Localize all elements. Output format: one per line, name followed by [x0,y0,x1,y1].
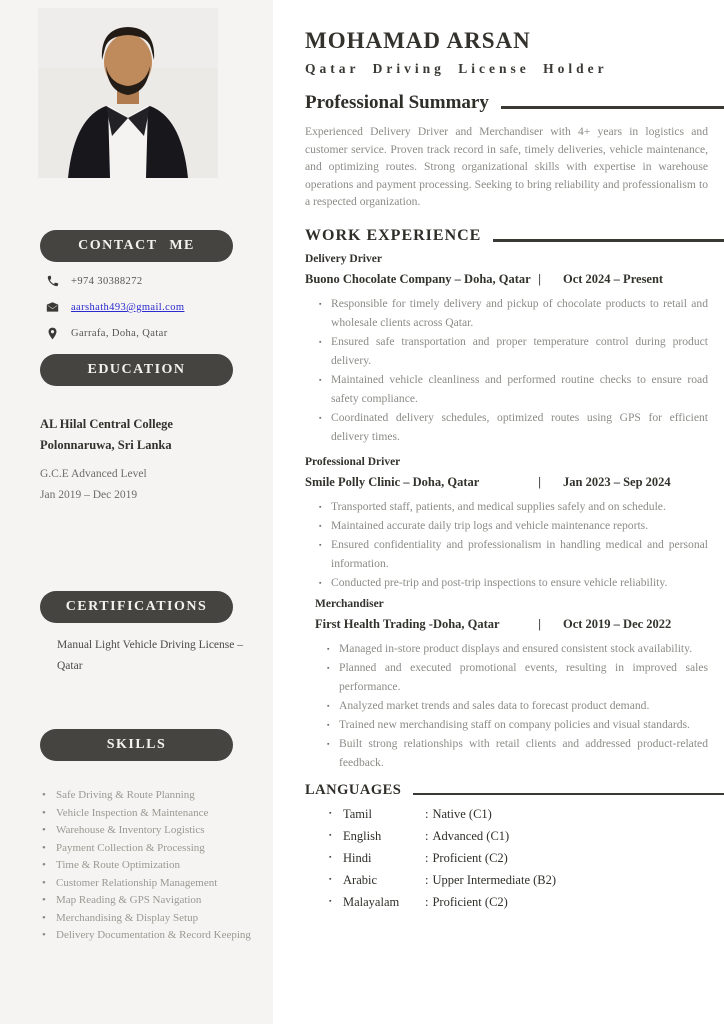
language-separator: : [425,894,429,909]
skill-item: • Delivery Documentation & Record Keeping [42,927,259,945]
summary-title: Professional Summary [305,92,489,114]
profile-photo [38,8,218,178]
contact-phone-row [46,274,273,289]
education-school: AL Hilal Central College [40,417,173,431]
skill-item: • Warehouse & Inventory Logistics [42,822,259,840]
job-separator: | [538,616,541,631]
contact-phone: +974 30388272 [71,276,143,287]
certification-item: Manual Light Vehicle Driving License – Qatar [57,639,243,672]
education-dates: Jan 2019 – Dec 2019 [40,489,138,501]
job-bullet: ▪ Managed in-store product displays and ensured consistent stock availability. [327,639,708,658]
job-bullet: ▪ Analyzed market trends and sales data to forecast product demand. [327,696,708,715]
education-school-location: Polonnaruwa, Sri Lanka [40,438,172,452]
phone-icon [46,275,59,288]
envelope-icon [46,301,59,314]
language-item [329,873,724,895]
candidate-name: MOHAMAD ARSAN [305,28,531,53]
job-bullet: ▪ Planned and executed promotional events, resulting in improved sales performance. [327,658,708,696]
job-dates: Oct 2019 – Dec 2022 [563,616,672,631]
contact-email-row [46,300,273,315]
contact-location-row [46,326,273,341]
language-item [329,807,724,829]
job-bullet: ▪ Built strong relationships with retail clients and addressed product-related feedback. [327,734,708,772]
languages-title: LANGUAGES [305,781,402,798]
certifications-section-header [40,591,233,623]
languages-section-header [305,782,724,799]
language-separator: : [425,850,429,865]
job-bullet: ▪ Trained new merchandising staff on company policies and visual standards. [327,715,708,734]
language-level: Proficient (C2) [432,894,508,909]
language-level: Upper Intermediate (B2) [432,872,557,887]
job-company-line [305,272,724,287]
language-level: Advanced (C1) [432,828,510,843]
job-company: Buono Chocolate Company – Doha, Qatar [305,271,531,286]
contact-list [46,274,273,341]
job-role: Professional Driver [305,455,401,468]
job-company: First Health Trading -Doha, Qatar [315,616,500,631]
skill-item: • Map Reading & GPS Navigation [42,892,259,910]
main-content [273,0,724,1024]
job-company-line [305,475,724,490]
summary-rule [501,106,724,109]
portrait-illustration [38,8,218,178]
skill-item: • Payment Collection & Processing [42,840,259,858]
skills-list [42,787,259,945]
skills-title: SKILLS [106,737,167,752]
language-item [329,895,724,917]
contact-location: Garrafa, Doha, Qatar [71,328,168,339]
job-bullet: ▪ Transported staff, patients, and medical supplies safely and on schedule. [319,497,708,516]
language-separator: : [425,872,429,887]
education-section-header [40,354,233,386]
skill-item: • Time & Route Optimization [42,857,259,875]
work-rule [493,239,724,242]
languages-rule [413,793,724,795]
location-pin-icon [46,327,59,340]
language-name: ▪ English [343,828,382,843]
job-dates: Oct 2024 – Present [563,271,664,286]
contact-section-header [40,230,233,262]
job-bullets [319,294,724,446]
job-role: Delivery Driver [305,252,382,265]
skill-item: • Vehicle Inspection & Maintenance [42,805,259,823]
language-separator: : [425,828,429,843]
job-company: Smile Polly Clinic – Doha, Qatar [305,474,480,489]
job-bullet: ▪ Conducted pre-trip and post-trip inspections to ensure vehicle reliability. [319,573,708,592]
job-bullet: ▪ Maintained vehicle cleanliness and performed routine checks to ensure road safety compliance. [319,370,708,408]
language-level: Native (C1) [432,806,492,821]
job-bullet: ▪ Ensured safe transportation and proper temperature control during product delivery. [319,332,708,370]
job-bullet: ▪ Responsible for timely delivery and pickup of chocolate products to retail and wholesale clients across Qatar. [319,294,708,332]
work-section-header [305,227,724,245]
candidate-subtitle: Qatar Driving License Holder [305,61,608,77]
job-dates: Jan 2023 – Sep 2024 [563,474,671,489]
skill-item: • Customer Relationship Management [42,875,259,893]
job-separator: | [538,474,541,489]
languages-list [329,807,724,917]
job-bullet: ▪ Coordinated delivery schedules, optimized routes using GPS for efficient delivery times. [319,408,708,446]
skill-item: • Merchandising & Display Setup [42,910,259,928]
job-role: Merchandiser [315,597,384,610]
education-title: EDUCATION [87,362,186,377]
job-separator: | [538,271,541,286]
job-bullets [327,639,724,772]
job-bullet: ▪ Ensured confidentiality and professionalism in handling medical and personal information. [319,535,708,573]
language-item [329,829,724,851]
education-degree: G.C.E Advanced Level [40,468,147,480]
language-level: Proficient (C2) [432,850,508,865]
contact-title: CONTACT ME [78,238,195,253]
sidebar [0,0,273,1024]
work-title: WORK EXPERIENCE [305,226,482,244]
education-entry [40,414,250,506]
language-name: ▪ Malayalam [343,894,400,909]
summary-text: Experienced Delivery Driver and Merchandiser with 4+ years in logistics and customer service. Proven track record in safe, timely deliveries, vehicle maintenance, and optimizing routes. Strong organizational skills with expertise in warehouse operations and payment processing. Seeking to bring reliability and professionalism to a respected organization. [305,125,708,209]
language-name: ▪ Arabic [343,872,378,887]
skills-section-header [40,729,233,761]
job-company-line [315,617,724,632]
certifications-title: CERTIFICATIONS [65,599,208,614]
language-item [329,851,724,873]
summary-section-header [305,92,724,114]
language-name: ▪ Hindi [343,850,372,865]
skill-item: • Safe Driving & Route Planning [42,787,259,805]
job-bullets [319,497,724,592]
job-bullet: ▪ Maintained accurate daily trip logs and vehicle maintenance reports. [319,516,708,535]
contact-email-link[interactable]: aarshath493@gmail.com [71,302,185,313]
language-separator: : [425,806,429,821]
language-name: ▪ Tamil [343,806,372,821]
